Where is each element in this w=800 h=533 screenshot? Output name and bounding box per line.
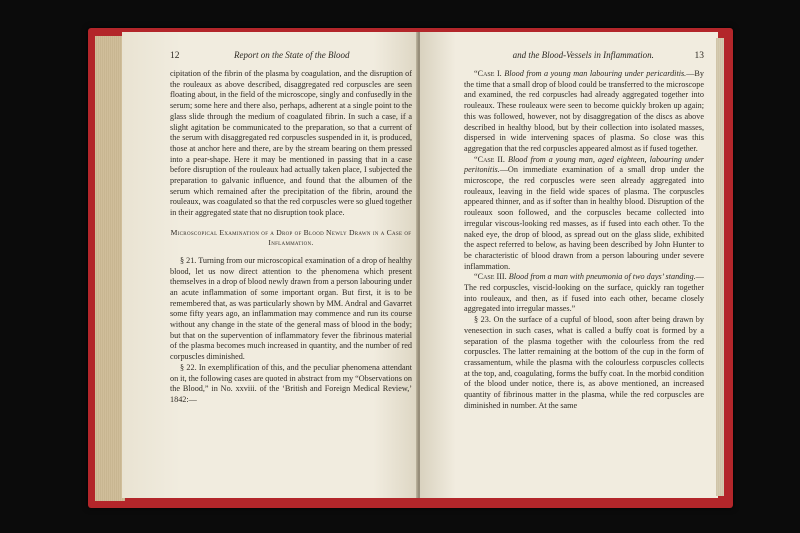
left-running-head: [170, 50, 412, 61]
case-label: “Case I.: [474, 69, 502, 78]
right-running-title: and the Blood-Vessels in Inflammation.: [512, 50, 654, 60]
case-text: —The red corpuscles, viscid-looking on the surface, quickly ran together into rouleaux, and then, as if fused into each other, became closely aggregated into irregular masses.”: [464, 272, 704, 314]
case-paragraph: [464, 155, 704, 273]
paragraph: § 23. On the surface of a cupful of blood, soon after being drawn by venesection in such cases, what is called a buffy coat is formed by a separation of the plasma together with the colourless from the red corpuscles. The latter remaining at the bottom of the cup in the form of crassamentum, while the plasma with the colourless corpuscles collects at the top, and, coagulating, forms the buffy coat. In the morbid condition of the blood under notice, there is, as above mentioned, an increased quantity of fibrinous matter in the plasma, while the red corpuscles are diminished in number. At the same: [464, 315, 704, 410]
case-label: “Case III.: [474, 272, 507, 282]
right-text-block: [464, 69, 704, 412]
page-edges-right: [716, 38, 724, 496]
paragraph: § 22. In exemplification of this, and the peculiar phenomena attendant on it, the following cases are quoted in abstract from my “Observations on the Blood,” in No. xxviii. of the ‘British and Foreign Medical Review,’ 1842:—: [170, 362, 412, 404]
case-text: —By the time that a small drop of blood could be transferred to the microscope and examined, the red corpuscles had already aggregated together into rouleaux. These rouleaux were seen to become quickly broken up again; this was followed, however, not by disaggregation of the discs as above described in healthy blood, but by their collection into isolated masses, dispersed in wide intervening spaces of plasma. So close was this aggregation that the red corpuscles appeared almost as if fused together.: [464, 69, 704, 153]
left-page-number: 12: [170, 51, 180, 61]
page-edges-left: [95, 36, 125, 501]
right-running-head: [464, 50, 704, 61]
case-title: Blood from a young man labouring under pericarditis.: [504, 69, 687, 78]
case-text: —On immediate examination of a small drop under the microscope, the red corpuscles were seen already aggregated into rouleaux, leaving in the field wide spaces of plasma. The corpuscles appeared thinner, and as if softer than in healthy blood. Disruption of the rouleaux soon followed, and the corpuscles became collected into irregular viscous-looking red masses, as if fused into each other. To the naked eye, the drop of blood, as spread out on the glass slide, exhibited the aspect referred to below, as having been described by John Hunter to be characteristic of blood drawn from a person labouring under severe inflammation.: [464, 165, 704, 271]
left-running-title: Report on the State of the Blood: [234, 50, 350, 60]
left-page: [122, 32, 418, 498]
section-heading: Microscopical Examination of a Drop of Blood Newly Drawn in a Case of Inflammation.: [170, 227, 412, 247]
case-label: “Case II.: [474, 154, 505, 164]
right-page: [420, 32, 718, 498]
case-title: Blood from a man with pneumonia of two days’ standing.: [508, 272, 696, 282]
case-paragraph: [464, 272, 704, 315]
right-page-number: 13: [694, 51, 704, 61]
paragraph: § 21. Turning from our microscopical examination of a drop of healthy blood, let us now direct attention to the phenomena which present themselves in a drop of blood newly drawn from a person labouring under an acute inflammation of some important organ. But first, it is to be remembered that, as was particularly shown by MM. Andral and Gavarret some fifty years ago, an inflammation may commence and run its course without any change in the state of the general mass of blood in the body; but that on the supervention of inflammatory fever the fibrinous material of the plasma becomes much increased in quantity, and the number of red corpuscles diminished.: [170, 255, 412, 362]
case-title: Blood from a young man, aged eighteen, labouring under peritonitis.: [464, 154, 704, 175]
case-paragraph: [464, 69, 704, 155]
paragraph: cipitation of the fibrin of the plasma by coagulation, and the disruption of the rouleaux as above described, disaggregated red corpuscles are seen floating about, in the field of the microscope, singly and confusedly in the serum; some here and there also, perhaps, adherent at a single point to the glass slide through the medium of coagulated fibrin. In such a case, if a slight agitation be communicated to the preparation, so that a current of the serum with disaggregated red corpuscles suspended in it, is produced, those at anchor here and there, are by the stream bearing on them pressed into a pear-shape. Here it may be mentioned in passing that in a case before disruption of the rouleaux had actually taken place, I subjected the preparation to galvanic influence, and found that the albumen of the serum which remained after the precipitation of the fibrin, around the rouleaux, was coagulated so that the red corpuscles were so glued together in their aggregated state that no disruption took place.: [170, 69, 412, 218]
left-text-block: [170, 69, 412, 406]
